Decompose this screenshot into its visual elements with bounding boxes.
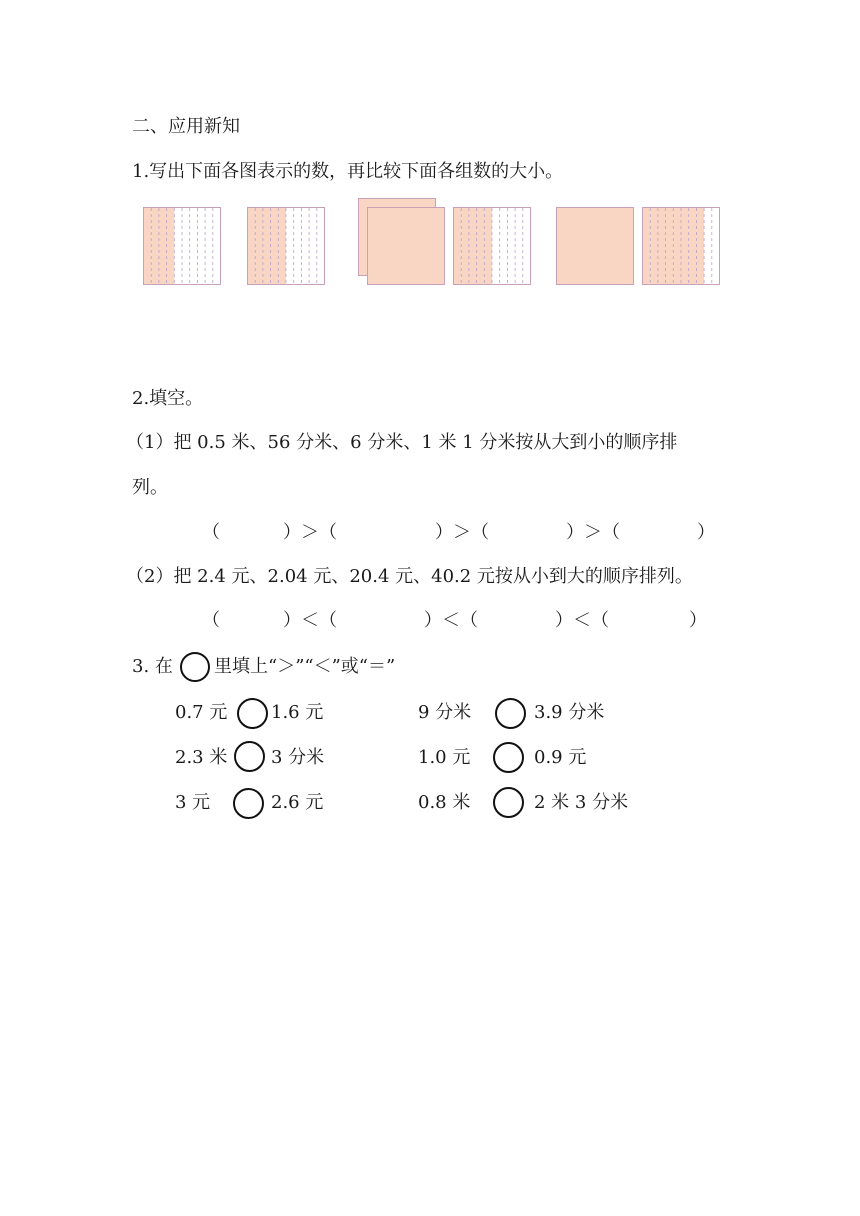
blank-close: ） — [689, 610, 707, 631]
shaded-strip — [658, 208, 666, 285]
q3-prompt-after: 里填上“＞”“＜”或“＝” — [214, 656, 396, 677]
q3-row1-right-a: 9 分米 — [418, 702, 472, 723]
shaded-strip — [461, 208, 469, 285]
shaded-strip — [454, 208, 462, 285]
blank-open: （ — [202, 522, 220, 543]
q2-part1-line2: 列。 — [132, 477, 168, 498]
shaded-strip — [151, 208, 159, 285]
q3-row2-left-b: 3 分米 — [271, 747, 325, 768]
shaded-strip — [248, 208, 256, 285]
section-title: 二、应用新知 — [132, 116, 240, 137]
q3-row3-left-b: 2.6 元 — [271, 792, 324, 813]
shaded-strip — [263, 208, 271, 285]
stacked-squares-figure — [358, 198, 446, 286]
blank-close: ） — [697, 522, 715, 543]
q2-prompt: 2.填空。 — [132, 388, 204, 409]
shaded-strip — [167, 208, 175, 285]
q1-figure-5 — [556, 207, 634, 285]
q1-prompt: 1.写出下面各图表示的数，再比较下面各组数的大小。 — [132, 161, 564, 182]
q2-part2-line1: （2）把 2.4 元、2.04 元、20.4 元、40.2 元按从小到大的顺序排列。 — [126, 566, 693, 587]
shaded-strip — [255, 208, 263, 285]
q1-figure-1 — [143, 207, 221, 285]
shaded-strip — [278, 208, 286, 285]
blank-compare: ）＞（ — [283, 522, 337, 543]
compare-circle-input[interactable] — [495, 698, 526, 729]
q3-row3-right-a: 0.8 米 — [418, 792, 471, 813]
blank-compare: ）＜（ — [555, 610, 609, 631]
shaded-strip — [643, 208, 651, 285]
blank-compare: ）＞（ — [435, 522, 489, 543]
q1-figure-2 — [247, 207, 325, 285]
compare-circle-input[interactable] — [234, 741, 265, 772]
compare-circle-input[interactable] — [237, 698, 268, 729]
shaded-strip — [271, 208, 279, 285]
strip-grid-figure — [642, 207, 720, 285]
q3-row2-left-a: 2.3 米 — [175, 747, 228, 768]
q3-row3-left-a: 3 元 — [175, 792, 211, 813]
shaded-strip — [689, 208, 697, 285]
compare-circle-input[interactable] — [493, 787, 524, 818]
circle-icon — [180, 652, 210, 682]
blank-compare: ）＞（ — [566, 522, 620, 543]
shaded-strip — [484, 208, 492, 285]
full-square — [557, 208, 634, 285]
blank-compare: ）＜（ — [424, 610, 478, 631]
q1-figure-4 — [453, 207, 531, 285]
q3-row1-left-b: 1.6 元 — [271, 702, 324, 723]
shaded-strip — [159, 208, 167, 285]
blank-compare: ）＜（ — [283, 610, 337, 631]
q3-prompt-before: 3. 在 — [132, 656, 173, 677]
shaded-strip — [696, 208, 704, 285]
strip-grid-figure — [247, 207, 325, 285]
strip-grid-figure — [453, 207, 531, 285]
q3-row1-left-a: 0.7 元 — [175, 702, 228, 723]
compare-circle-input[interactable] — [493, 742, 524, 773]
shaded-strip — [673, 208, 681, 285]
shaded-strip — [469, 208, 477, 285]
compare-circle-input[interactable] — [233, 788, 264, 819]
shaded-strip — [477, 208, 485, 285]
shaded-strip — [650, 208, 658, 285]
front-square — [368, 208, 445, 285]
q2-part1-line1: （1）把 0.5 米、56 分米、6 分米、1 米 1 分米按从大到小的顺序排 — [126, 432, 678, 453]
q1-figure-6 — [642, 207, 720, 285]
strip-grid-figure — [143, 207, 221, 285]
shaded-strip — [144, 208, 152, 285]
q3-row2-right-a: 1.0 元 — [418, 747, 471, 768]
shaded-strip — [666, 208, 674, 285]
q3-row3-right-b: 2 米 3 分米 — [534, 792, 629, 813]
shaded-strip — [681, 208, 689, 285]
q3-row1-right-b: 3.9 分米 — [534, 702, 605, 723]
blank-open: （ — [202, 610, 220, 631]
q1-figure-3 — [358, 198, 446, 286]
q3-row2-right-b: 0.9 元 — [534, 747, 587, 768]
full-square-figure — [556, 207, 634, 285]
